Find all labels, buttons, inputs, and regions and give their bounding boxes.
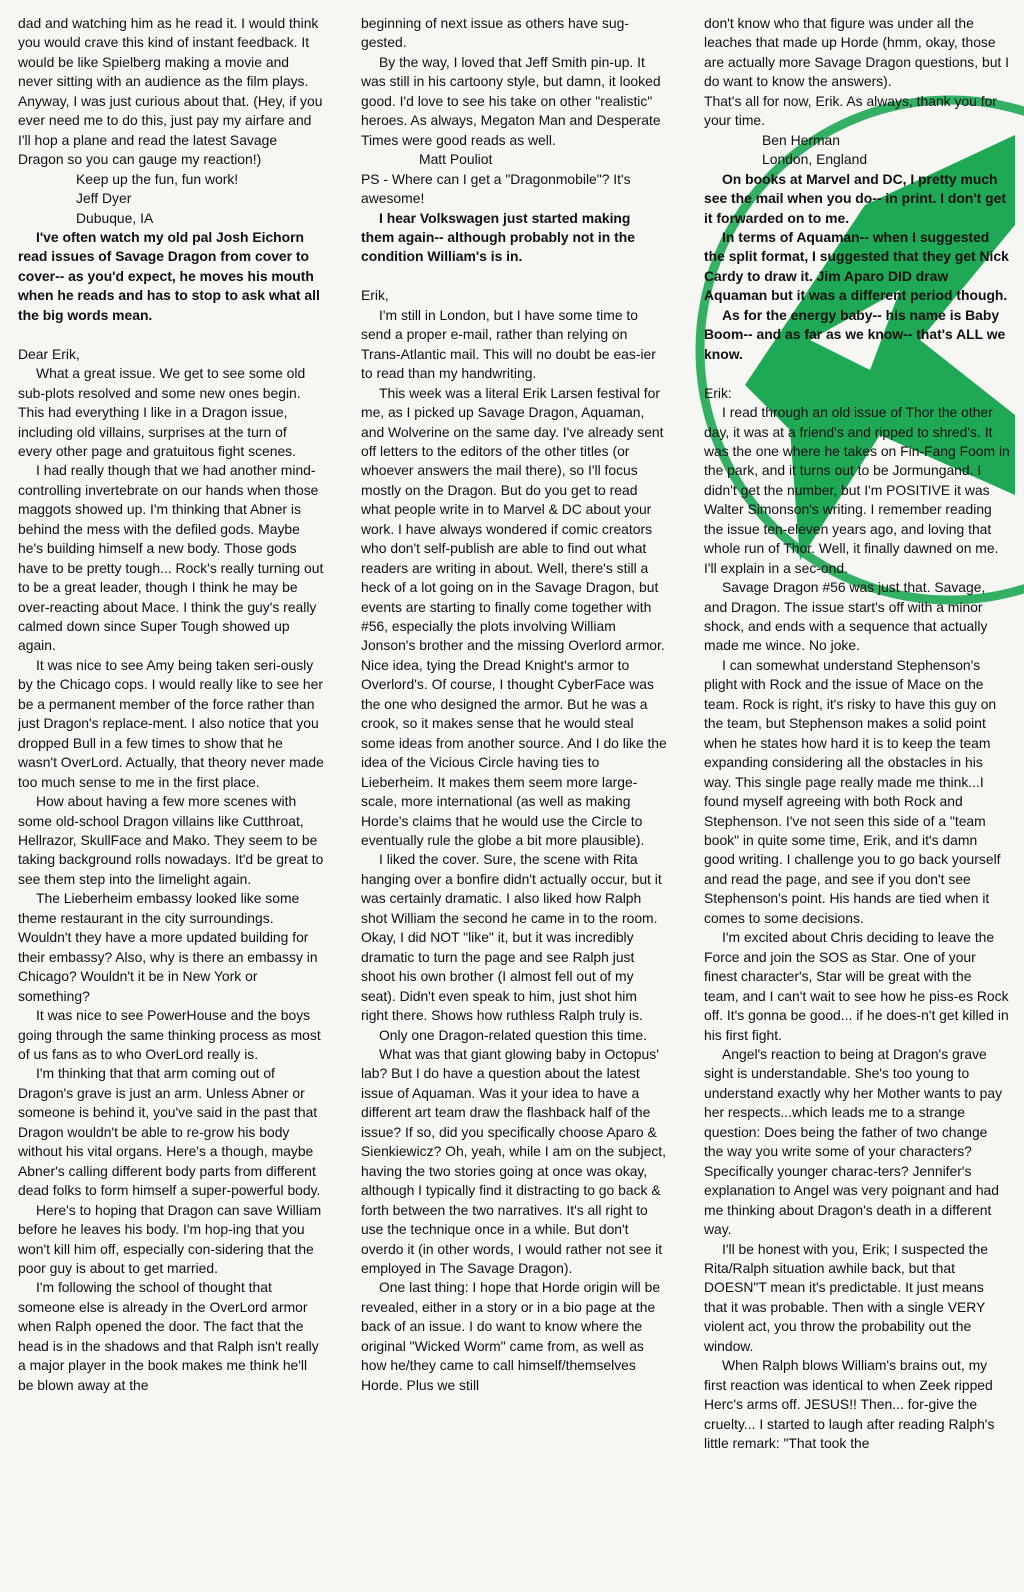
- letter-paragraph: It was nice to see Amy being taken seri-ously by the Chicago cops. I would really like to see her be a permanent member of the force rather than just Dragon's replace-ment. I also notice that you dropped Bull in a few times to show that he wasn't OverLord. Actually, that theory never made too much sense to me in the first place.: [18, 656, 324, 790]
- signature-line: Ben Herman: [762, 131, 840, 148]
- column-right: [704, 14, 1010, 1584]
- signature-line: Keep up the fun, fun work!: [76, 170, 239, 187]
- signature-line: Jeff Dyer: [76, 190, 132, 207]
- signature-line: Matt Pouliot: [419, 151, 493, 168]
- letter-paragraph: Savage Dragon #56 was just that. Savage, and Dragon. The issue start's off with a minor shock, and ends with a sequence that actually made me wince. No joke.: [704, 579, 988, 654]
- editor-reply: I hear Volkswagen just started making them again-- although probably not in the condition William's is in.: [361, 209, 635, 265]
- editor-reply: In terms of Aquaman-- when I suggested the split format, I suggested that they get Nick Cardy to draw it. Jim Aparo DID draw Aquaman but it was a different period though.: [704, 228, 1009, 304]
- letter-paragraph: When Ralph blows William's brains out, my first reaction was identical to when Zeek ripped Herc's arms off. JESUS!! Then... for-give the cruelty... I started to laugh after reading Ralph's little remark: "That took the: [704, 1357, 995, 1452]
- paragraph-gap: [18, 325, 324, 344]
- paragraph-gap: [704, 364, 1010, 383]
- paragraph-gap: [361, 267, 667, 286]
- letter-paragraph: dad and watching him as he read it. I would think you would crave this kind of instant feedback. It would be like Spielberg making a movie and never sitting with an audience as the film plays. Anyway, I was just curious about that. (Hey, if you ever need me to do this, just pay my airfare and I'll hop a plane and read the latest Savage Dragon so you can gauge my reaction!): [18, 15, 323, 168]
- letter-paragraph: I can somewhat understand Stephenson's plight with Rock and the issue of Mace on the team. Rock is right, it's risky to have this guy on the team, but Stephenson makes a solid point when he states how hard it is to keep the team expanding considering all the obstacles in his way. This single page really made me think...I found myself agreeing with both Rock and Stephenson. I've not seen this side of a "team book" in quite some time, Erik, and it's damn good writing. I challenge you to go back yourself and read the page, and see if you don't see Stephenson's point. His hands are tied when it comes to some decisions.: [704, 656, 1001, 926]
- letter-paragraph: Only one Dragon-related question this time.: [379, 1026, 647, 1043]
- editor-reply: As for the energy baby-- his name is Baby Boom-- and as far as we know-- that's ALL we know.: [704, 306, 1006, 362]
- letter-paragraph: I'm following the school of thought that someone else is already in the OverLord armor when Ralph opened the door. The fact that the head is in the shadows and that Ralph isn't really a major player in the book makes me think he'll be blown away at the: [18, 1279, 319, 1393]
- letter-paragraph: I had really though that we had another mind-controlling invertebrate on our hands when those maggots showed up. I'm thinking that Abner is behind the mess with the defiled gods. Maybe he's building himself a new body. Those gods have to be pretty tough... Rock's really turning out to be a great leader, though I think he may be over-reacting about Mace. I think the guy's really calmed down since Super Tough showed up again.: [18, 462, 324, 654]
- editor-reply: On books at Marvel and DC, I pretty much see the mail when you do-- in print. I don't get it forwarded on to me.: [704, 170, 1006, 226]
- column-left: [18, 14, 324, 1584]
- letter-paragraph: What was that giant glowing baby in Octopus' lab? But I do have a question about the latest issue of Aquaman. Was it your idea to have a different art team draw the flashback half of the issue? If so, did you specifically choose Aparo & Sienkiewicz? Oh, yeah, while I am on the subject, having the two stories going at once was okay, although I typically find it distracting to go back & forth between the two narratives. It's all right to use the technique once in a while. But don't overdo it (in other words, I would rather not see it employed in The Savage Dragon).: [361, 1046, 666, 1276]
- letter-paragraph: Erik:: [704, 384, 732, 401]
- letters-page: [18, 14, 1010, 1584]
- letter-paragraph: It was nice to see PowerHouse and the boys going through the same thinking process as most of us fans as to who OverLord really is.: [18, 1007, 321, 1062]
- signature-line: Dubuque, IA: [76, 209, 154, 226]
- letter-paragraph: PS - Where can I get a "Dragonmobile"? It's awesome!: [361, 170, 631, 207]
- letter-paragraph: How about having a few more scenes with some old-school Dragon villains like Cutthroat, Hellrazor, SkullFace and Mako. They seem to be taking background rolls nowadays. It'd be great to see them step into the limelight again.: [18, 793, 324, 887]
- column-middle: [361, 14, 667, 1584]
- letter-paragraph: That's all for now, Erik. As always, thank you for your time.: [704, 92, 997, 129]
- letter-paragraph: I'll be honest with you, Erik; I suspected the Rita/Ralph situation awhile back, but that DOESN"T mean it's predictable. It just means that it was probable. Then with a single VERY violent act, you throw the probability out the window.: [704, 1240, 988, 1354]
- letter-paragraph: By the way, I loved that Jeff Smith pin-up. It was still in his cartoony style, but damn, it looked good. I'd love to see his take on other "realistic" heroes. As always, Megaton Man and Desperate Times were good reads as well.: [361, 53, 661, 148]
- letter-paragraph: This week was a literal Erik Larsen festival for me, as I picked up Savage Dragon, Aquaman, and Wolverine on the same day. I've already sent off letters to the editors of the other titles (or whoever answers the mail there), so I'll focus mostly on the Dragon. But do you get to read what people write in to Marvel & DC about your work. I have always wondered if comic creators who don't self-publish are able to find out what readers are writing in about. Well, there's still a heck of a lot going on in the Savage Dragon, but events are starting to finally come together with #56, especially the plots involving William Jonson's brother and the missing Overlord armor. Nice idea, tying the Dread Knight's armor to Overlord's. Of course, I thought CyberFace was the one who designed the armor. But he was a crook, so it makes sense that he would steal some ideas from another source. And I do like the idea of the Vicious Circle having ties to Lieberheim. It makes them seem more large- scale, more international (as well as making Horde's claims that he would use the Circle to eventually rule the globe a bit more plausible).: [361, 384, 667, 849]
- letter-paragraph: I'm excited about Chris deciding to leave the Force and join the SOS as Star. One of your finest character's, Star will be great with the team, and I can't wait to see how he piss-es Rock off. It's gonna be good... if he does-n't get killed in his first fight.: [704, 929, 1009, 1043]
- editor-reply: I've often watch my old pal Josh Eichorn read issues of Savage Dragon from cover to cover-- as you'd expect, he moves his mouth when he reads and has to stop to ask what all the big words mean.: [18, 228, 320, 323]
- letter-paragraph: Erik,: [361, 287, 389, 304]
- letter-paragraph: don't know who that figure was under all the leaches that made up Horde (hmm, okay, those are actually more Savage Dragon questions, but I do want to know the answers).: [704, 15, 1009, 90]
- letter-paragraph: I liked the cover. Sure, the scene with Rita hanging over a bonfire didn't actually occur, but it was certainly dramatic. I also liked how Ralph shot William the second he came in to the room. Okay, I did NOT "like" it, but it was incredibly dramatic to turn the page and see Ralph just shoot his own brother (I almost fell out of my seat). Didn't even speak to him, just shot him right there. Shows how ruthless Ralph truly is.: [361, 851, 662, 1024]
- signature-line: London, England: [762, 151, 868, 168]
- letter-paragraph: One last thing: I hope that Horde origin will be revealed, either in a story or in a bio page at the back of an issue. I do want to know where the original "Wicked Worm" came from, as well as how he/they came to call himself/themselves Horde. Plus we still: [361, 1279, 661, 1393]
- letter-paragraph: Angel's reaction to being at Dragon's grave sight is understandable. She's too young to understand exactly why her Mother wants to pay her respects...which leads me to a strange question: Does being the father of two change the way you write some of your characters? Specifically younger charac-ters? Jennifer's explanation to Angel was very poignant and had me thinking about Dragon's death in a different way.: [704, 1046, 1003, 1238]
- letter-paragraph: The Lieberheim embassy looked like some theme restaurant in the city surroundings. Wouldn't they have a more updated building for their embassy? Also, why is there an embassy in Chicago? Wouldn't it be in New York or something?: [18, 890, 318, 1004]
- letter-paragraph: beginning of next issue as others have sug-gested.: [361, 15, 629, 51]
- letter-paragraph: I'm still in London, but I have some time to send a proper e-mail, rather than relying on Trans-Atlantic mail. This will no doubt be eas-ier to read than my handwriting.: [361, 306, 656, 382]
- letter-paragraph: Dear Erik,: [18, 345, 80, 362]
- letter-paragraph: I read through an old issue of Thor the other day, it was at a friend's and ripped to shred's. It was the one where he takes on Fin-Fang Foom in the park, and it turns out to be Jormungand. I didn't get the number, but I'm POSITIVE it was Walter Simonson's writing. I remember reading the issue ten-eleven years ago, and loving that whole run of Thor. Well, it finally dawned on me. I'll explain in a sec-ond.: [704, 404, 1010, 576]
- letter-paragraph: What a great issue. We get to see some old sub-plots resolved and some new ones begin. This had everything I like in a Dragon issue, including old villains, surprises at the turn of every other page and gratuitous fight scenes.: [18, 365, 306, 459]
- letter-paragraph: I'm thinking that that arm coming out of Dragon's grave is just an arm. Unless Abner or someone is behind it, you've said in the past that Dragon wouldn't be able to re-grow his body without his vital organs. Here's a though, maybe Abner's calling different body parts from different dead folks to form himself a super-powerful body.: [18, 1065, 321, 1199]
- letter-paragraph: Here's to hoping that Dragon can save William before he leaves his body. I'm hop-ing that you won't kill him off, especially con-sidering that the poor guy is about to get married.: [18, 1201, 322, 1276]
